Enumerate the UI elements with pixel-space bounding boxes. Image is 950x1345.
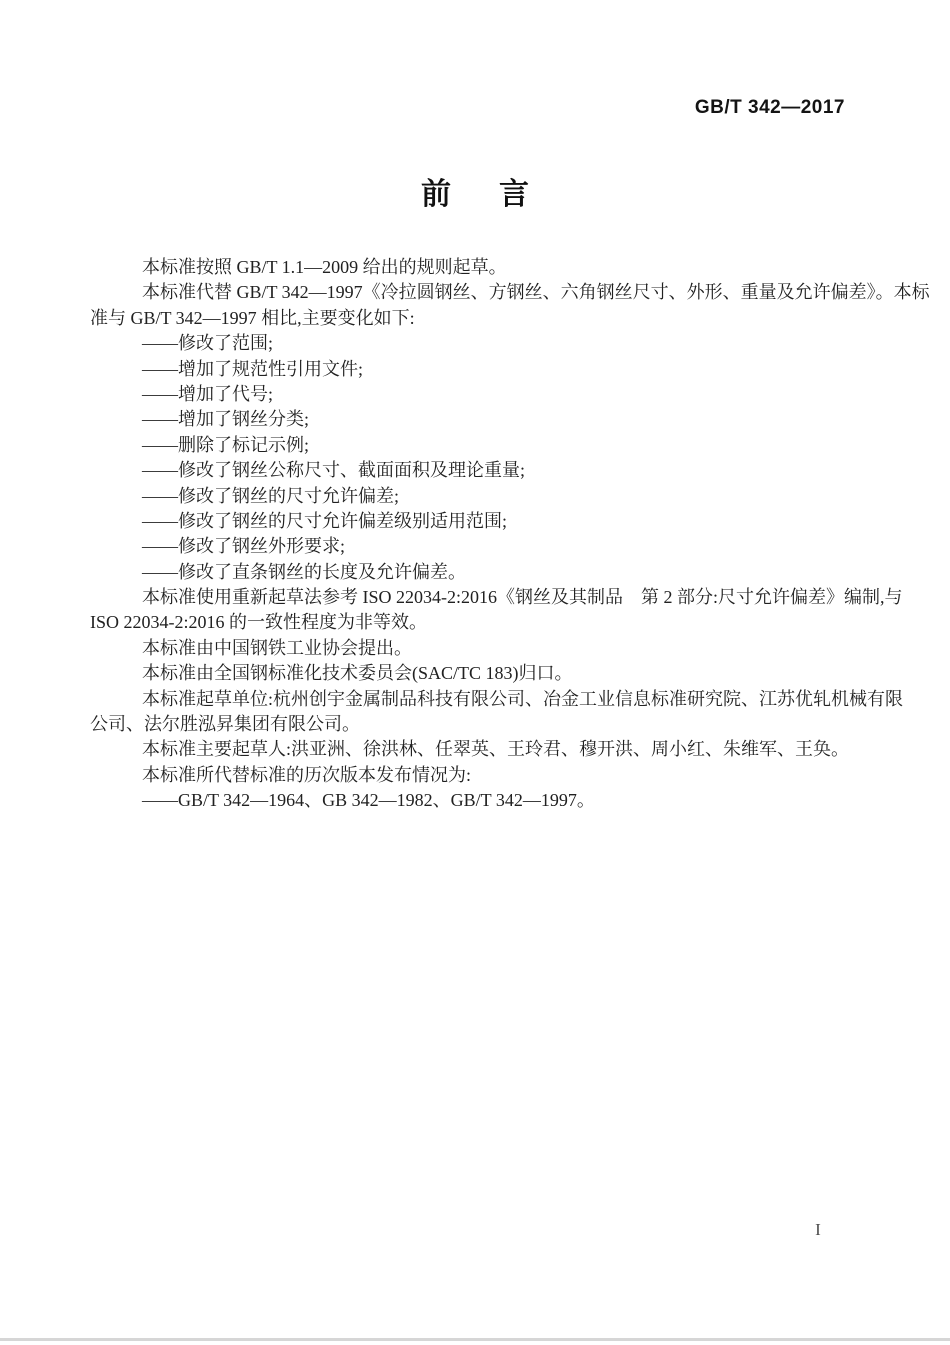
page-title bbox=[0, 178, 950, 212]
foreword-line: ——增加了钢丝分类; bbox=[142, 409, 310, 430]
page-title-char-2: 言 bbox=[499, 178, 529, 211]
foreword-line: ——修改了钢丝的尺寸允许偏差级别适用范围; bbox=[142, 510, 507, 531]
foreword-line: 本标准主要起草人:洪亚洲、徐洪林、任翠英、王玲君、穆开洪、周小红、朱维军、王奂。 bbox=[142, 739, 849, 760]
foreword-line: ——GB/T 342—1964、GB 342—1982、GB/T 342—1997。 bbox=[142, 790, 595, 811]
foreword-line: 本标准代替 GB/T 342—1997《冷拉圆钢丝、方钢丝、六角钢丝尺寸、外形、重量及允许偏差》。本标 bbox=[142, 282, 930, 303]
scan-edge-line bbox=[0, 1338, 950, 1341]
foreword-line: 本标准起草单位:杭州创宇金属制品科技有限公司、冶金工业信息标准研究院、江苏优轧机械有限 bbox=[142, 688, 903, 709]
foreword-line: ——修改了范围; bbox=[142, 333, 274, 354]
foreword-line: 本标准按照 GB/T 1.1—2009 给出的规则起草。 bbox=[142, 257, 507, 277]
foreword-line: ——修改了钢丝外形要求; bbox=[142, 536, 346, 557]
foreword-line: 公司、法尔胜泓昇集团有限公司。 bbox=[90, 714, 360, 735]
foreword-line: ——修改了钢丝的尺寸允许偏差; bbox=[142, 485, 399, 506]
foreword-line: ——删除了标记示例; bbox=[142, 434, 310, 455]
standard-code-header: GB/T 342—2017 bbox=[694, 97, 845, 118]
foreword-body bbox=[90, 255, 930, 814]
page-title-char-1: 前 bbox=[421, 178, 451, 211]
foreword-line: 本标准所代替标准的历次版本发布情况为: bbox=[142, 764, 471, 785]
foreword-line: ISO 22034-2:2016 的一致性程度为非等效。 bbox=[90, 612, 427, 633]
foreword-line: 本标准由中国钢铁工业协会提出。 bbox=[142, 637, 412, 658]
foreword-line: 准与 GB/T 342—1997 相比,主要变化如下: bbox=[90, 307, 415, 328]
page-number: I bbox=[815, 1220, 821, 1239]
foreword-line: ——增加了规范性引用文件; bbox=[142, 358, 363, 379]
foreword-line: 本标准使用重新起草法参考 ISO 22034-2:2016《钢丝及其制品 第 2 部分:尺寸允许偏差》编制,与 bbox=[142, 587, 903, 608]
foreword-line: ——增加了代号; bbox=[142, 383, 274, 404]
foreword-line: 本标准由全国钢标准化技术委员会(SAC/TC 183)归口。 bbox=[142, 663, 573, 684]
foreword-line: ——修改了钢丝公称尺寸、截面面积及理论重量; bbox=[142, 460, 525, 481]
foreword-line: ——修改了直条钢丝的长度及允许偏差。 bbox=[142, 561, 466, 582]
